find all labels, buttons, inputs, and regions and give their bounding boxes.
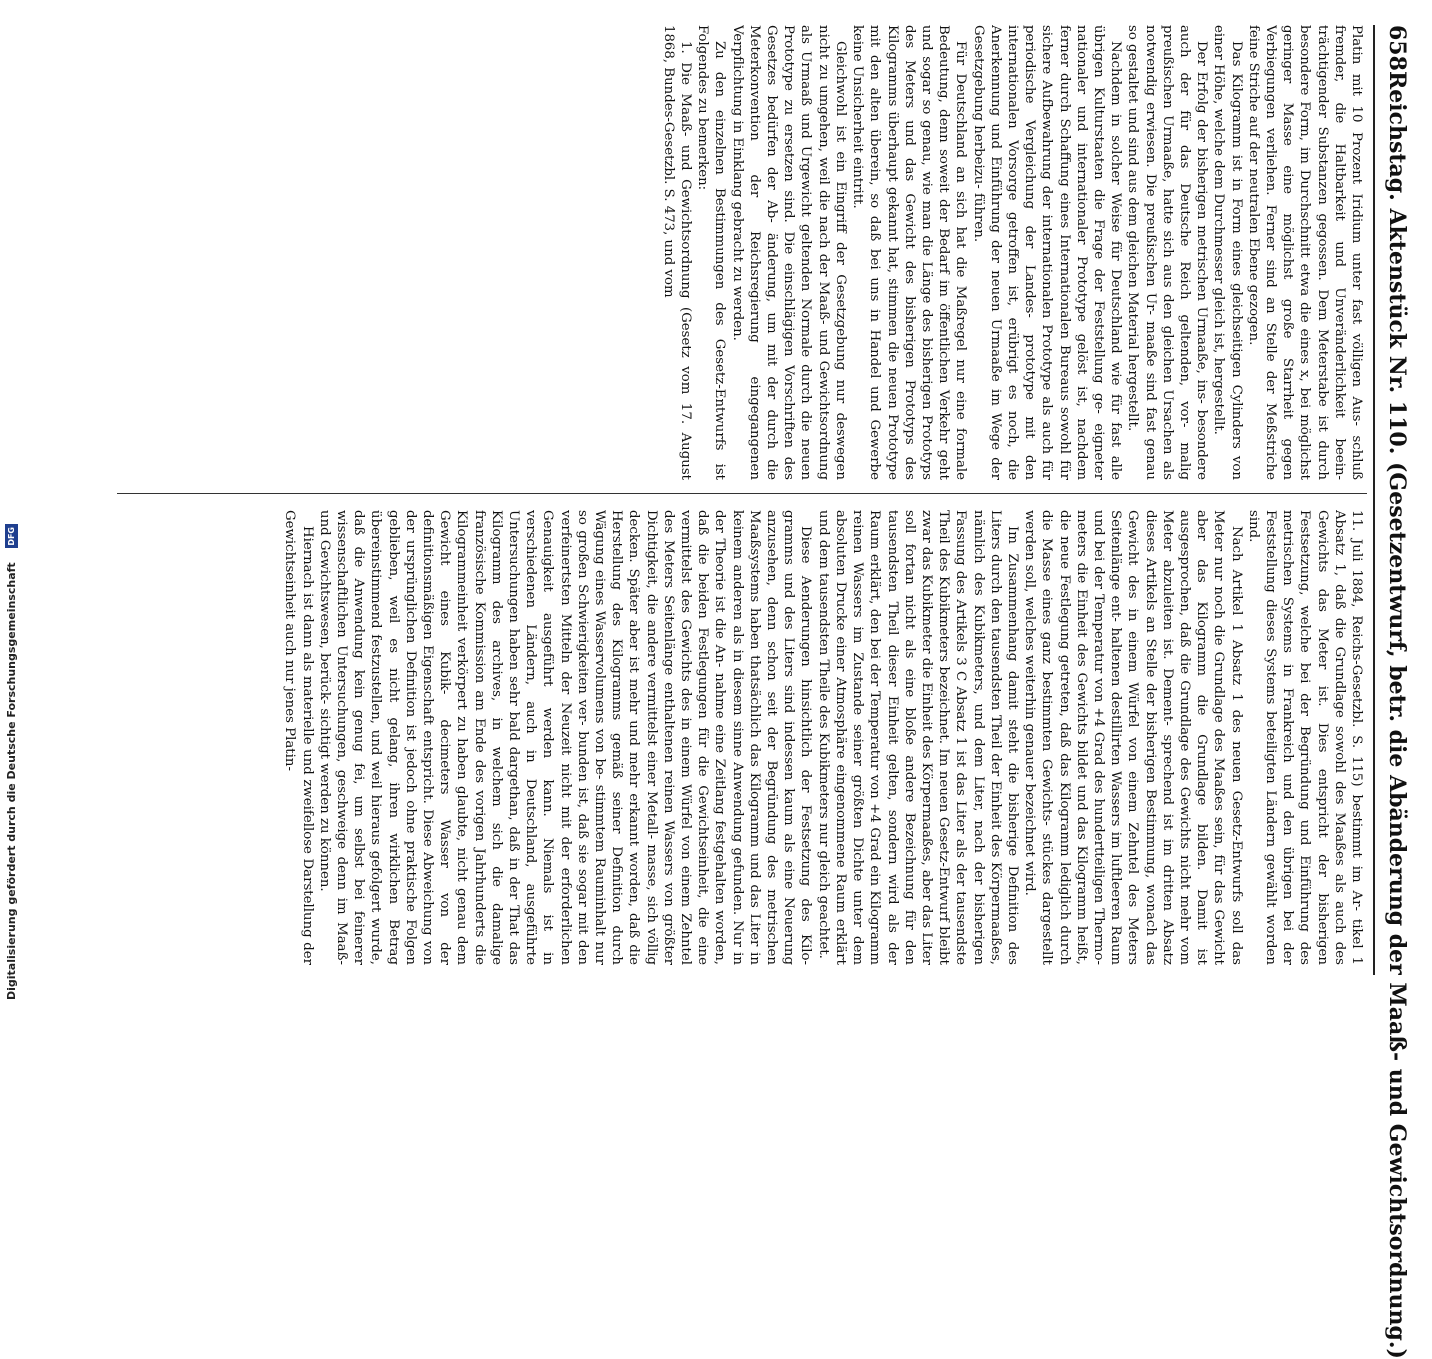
page-number: 658 <box>1384 25 1410 71</box>
digitization-credit <box>0 0 30 1000</box>
paragraph: Zu den einzelnen Bestimmungen des Gesetz-Entwurfs ist Folgendes zu bemerken: <box>695 25 728 480</box>
paragraph: Gleichwohl ist ein Eingriff der Gesetzgebung nur deswegen nicht zu umgehen, weil die nach der Maaß- und Gewichtsordnung als Urmaaß und Urgewicht geltenden Normale durch die neuen Prototype zu ersetzen sind. Die einschlägigen Vorschriften des Gesetzes bedürfen der Ab- änderung, um mit der durch die Meterkonvention der Reichsregierung eingegangenen Verpflichtung in Einklang gebracht zu werden. <box>729 25 848 480</box>
column-divider <box>117 493 1367 494</box>
header-rule <box>1373 25 1375 975</box>
paragraph: Im Zusammenhang damit steht die bisherige Definition des Liters durch den tausendsten Theil der Einheit des Körpermaaßes, nämlich des Kubikmeters, und dem Liter, nach der bisherigen Fassung des Artikels 3 C Absatz 1 ist das Liter als der tausendste Theil des Kubikmeters bezeichnet. Im neuen Gesetz-Entwurf bleibt zwar das Kubikmeter die Einheit des Körpermaaßes, aber das Liter soll fortan nicht als eine bloße andere Bezeichnung für den tausendsten Theil dieser Einheit gelten, sondern wird als der Raum erklärt, den bei der Temperatur von +4 Grad ein Kilogramm reinen Wassers im Zustande seiner größten Dichte unter dem absoluten Drucke einer Atmosphäre eingenommene Raum erklärt und dem tausendsten Theile des Kubikmeters nur gleich geachtet. <box>815 510 1020 965</box>
page-header <box>1377 25 1417 1359</box>
document-page <box>107 25 1417 1359</box>
paragraph: 11. Juli 1884, Reichs-Gesetzbl. S. 115) bestimmt im Ar- tikel 1 Absatz 1, daß die Grundlage sowohl des Maaßes als auch des Gewichts das Meter ist. Dies entspricht der bisherigen Festsetzung, welche bei der Begründung und Einführung des metrischen Systems in Frankreich und den übrigen bei der Feststellung dieses Systems beteiligten Ländern gewählt worden sind. <box>1245 510 1364 965</box>
left-column <box>107 25 1365 480</box>
right-column <box>107 510 1365 965</box>
paragraph: Der Erfolg der bisherigen metrischen Urmaaße, ins- besondere auch der für das Deutsche Reich geltenden, vor- malig preußischen Urmaaße, hatte sich aus den gleichen Ursachen als notwendig erwiesen. Die preußischen Ur- maaße sind fast genau so gestaltet und sind aus dem gleichen Material hergestellt. <box>1125 25 1210 480</box>
paragraph: Nachdem in solcher Weise für Deutschland wie für fast alle übrigen Kulturstaaten die Frage der Feststellung ge- eigneter nationaler und internationaler Prototype gelöst ist, nachdem ferner durch Schaffung eines Internationalen Bureaus sowohl für sichere Aufbewahrung der internationalen Prototype als auch für periodische Vergleichung der Landes- prototype mit den internationalen Vorsorge getroffen ist, erübrigt es noch, die Anerkennung und Einführung der neuen Urmaaße im Wege der Gesetzgebung herbeizu- führen. <box>970 25 1124 480</box>
paragraph: Hiernach ist dann als materielle und zweifellose Darstellung der Gewichtseinheit auch nur jenes Platin- <box>282 510 315 965</box>
paragraph: 1. Die Maaß- und Gewichtsordnung (Gesetz vom 17. August 1868, Bundes-Gesetzbl. S. 473, und vom <box>660 25 694 480</box>
paragraph: Nach Artikel 1 Absatz 1 des neuen Gesetz-Entwurfs soll das Meter nur noch die Grundlage des Maaßes sein, für das Gewicht aber das Kilogramm die Grundlage bilden. Damit ist ausgesprochen, daß die Grundlage des Gewichts nicht mehr vom Meter abzuleiten ist. Dement- sprechend ist im dritten Absatz dieses Artikels an Stelle der bisherigen Bestimmung, wonach das Gewicht des in einem Würfel von einem Zehntel des Meters Seitenlänge ent- haltenen destillirten Wassers im luftleeren Raum und bei der Temperatur von +4 Grad des hundertteiligen Thermo- meters die Einheit des Gewichts bildet und das Kilogramm heißt, die neue Festlegung getreten, daß das Kilogramm lediglich durch die Masse eines ganz bestimmten Gewichts- stückes dargestellt werden soll, welches weiterhin genauer bezeichnet wird. <box>1022 510 1244 965</box>
paragraph: Das Kilogramm ist in Form eines gleichseitigen Cylinders von einer Höhe, welche dem Durchmesser gleich ist, hergestellt. <box>1211 25 1244 480</box>
section-title: Reichstag. Aktenstück Nr. 110. (Gesetzentwurf, betr. die Abänderung der Maaß- und Gewichtsordnung.) <box>1384 70 1410 1359</box>
paragraph: Für Deutschland an sich hat die Maßregel nur eine formale Bedeutung, denn soweit der Bedarf im öffentlichen Verkehr geht und sogar so genau, wie man die Länge des bisherigen Prototyps des Meters und das Gewicht des bisherigen Prototyps des Kilogramms überhaupt gekannt hat, stimmen die neuen Prototype mit den alten überein, so daß bei uns in Handel und Gewerbe keine Unsicherheit eintritt. <box>850 25 969 480</box>
paragraph: Platin mit 10 Prozent Iridium unter fast völligen Aus- schluß fremder, die Haltbarkeit und Unveränderlichkeit beein- trächtigender Substanzen gegossen. Dem Meterstabe ist durch besondere Form, im Durchschnitt etwa die eines x, bei möglichst geringer Masse eine möglichst große Starrheit gegen Verbiegungen verliehen. Ferner sind an Stelle der Meßstriche feine Striche auf der neutralen Ebene gezogen. <box>1245 25 1364 480</box>
paragraph: Diese Aenderungen hinsichtlich der Festsetzung des Kilo- gramms und des Liters sind indessen kaum als eine Neuerung anzusehen, denn schon seit der Begründung des metrischen Maaßsystems haben thatsächlich das Kilogramm und das Liter in keinem anderen als in diesem sinne Anwendung gefunden. Nur in der Theorie ist die An- nahme eine Zeitlang festgehalten worden, daß die beiden Festlegungen für die Gewichtseinheit, die eine vermittelst des Gewichts des in einem Würfel von einem Zehntel des Meters Seitenlänge enthaltenen reinen Wassers von größter Dichtigkeit, die andere vermittelst einer Metall- masse, sich völlig decken. Später aber ist mehr und mehr erkannt worden, daß die Herstellung des Kilogramms gemäß seiner Definition durch Wägung eines Wasservolumens von be- stimmtem Rauminhalt nur so großen Schwierigkeiten ver- bunden ist, daß sie sogar mit den verfeinertsten Mitteln der Neuzeit nicht mit der erforderlichen Genauigkeit ausgeführt werden kann. Niemals ist in verschiedenen Ländern, auch in Deutschland, ausgeführte Untersuchungen haben sehr bald dargethan, daß in der That das Kilogramm des archives, in welchem sich die damalige französische Kommission am Ende des vorigen Jahrhunderts die Kilogrammeinheit verkörpert zu haben glaubte, nicht genau dem Gewicht eines Kubik- decimeters Wasser von der definitionsmäßigen Eigenschaft entspricht. Diese Abweichung von der ursprünglichen Definition ist jedoch ohne praktische Folgen geblieben, weil es nicht gelang, ihren wirklichen Betrag übereinstimmend festzustellen, und weil hieraus gefolgert wurde, daß die Anwendung kein genug fei, um selbst bei feinerer wissenschaftlichen Untersuchungen, geschweige denn im Maaß- und Gewichtswesen, berück- sichtigt werden zu können. <box>316 510 814 965</box>
credit-text: Digitalisierung gefördert durch die Deutsche Forschungsgemeinschaft <box>4 562 18 1000</box>
dfg-logo: DFG <box>5 524 18 548</box>
